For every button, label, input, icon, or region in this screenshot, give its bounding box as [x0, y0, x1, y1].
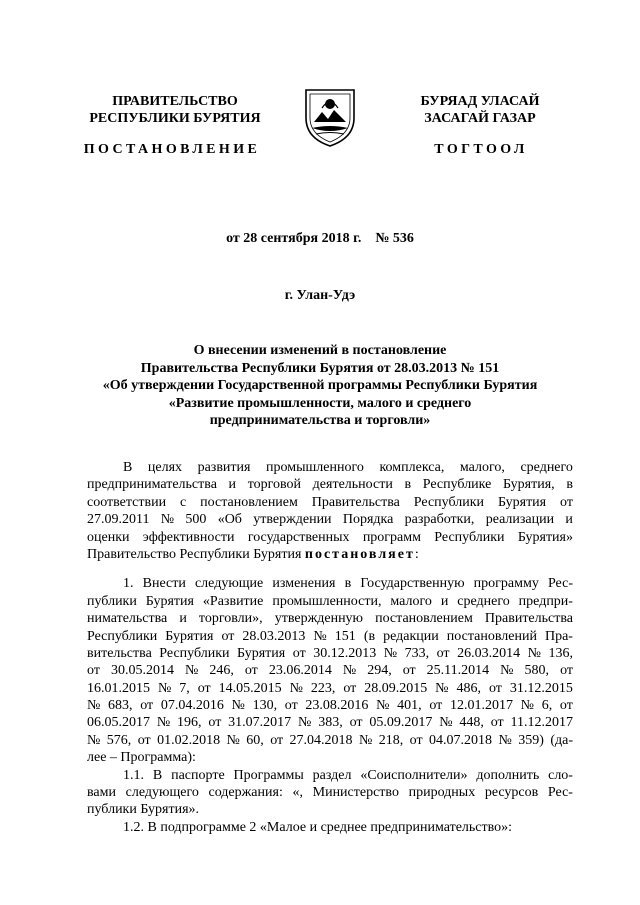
issuer-name-russian — [60, 93, 290, 127]
body-line: В целях развития промышленного комплекса, малого, среднего — [123, 460, 573, 475]
body-line: от 30.05.2014 № 246, от 23.06.2014 № 294, от 25.11.2014 № 580, от — [87, 663, 573, 679]
title-line: предпринимательства и торговли» — [209, 413, 431, 428]
body-line-last: лее – Программа): — [87, 750, 196, 766]
issuer-buryat-line-1: БУРЯАД УЛАСАЙ — [420, 94, 540, 109]
title-line: «Об утверждении Государственной программы Республики Бурятия — [102, 378, 538, 393]
item-1-paragraph — [87, 575, 573, 766]
title-line: «Развитие промышленности, малого и среднего — [168, 395, 472, 411]
body-line: публики Бурятия «Развитие промышленности, малого и среднего предпри- — [87, 593, 573, 609]
issuer-name-buryat — [385, 93, 575, 127]
decree-body — [87, 459, 573, 836]
decree-title — [40, 342, 600, 430]
item-1-2-paragraph — [87, 819, 573, 836]
body-line: вами следующего содержания: «, Министерство природных ресурсов Рес- — [87, 785, 573, 801]
decree-city: г. Улан-Удэ — [284, 288, 356, 303]
document-type-russian: ПОСТАНОВЛЕНИЕ — [83, 142, 261, 157]
decree-word: постановляет — [304, 546, 415, 562]
preamble-paragraph — [87, 459, 573, 563]
body-line: оценки эффективности государственных программ Республики Бурятия» — [87, 529, 573, 545]
body-line: Республики Бурятия от 28.03.2013 № 151 (в редакции постановлений Пра- — [87, 628, 573, 644]
body-line: 16.01.2015 № 7, от 14.05.2015 № 223, от 28.09.2015 № 486, от 31.12.2015 — [87, 680, 573, 696]
document-type-buryat: ТОГТООЛ — [434, 142, 528, 157]
body-line: 27.09.2011 № 500 «Об утверждении Порядка разработки, реализации и — [87, 512, 573, 528]
preamble-last-text: Правительство Республики Бурятия — [87, 546, 305, 562]
body-line: вительства Республики Бурятия от 30.12.2013 № 733, от 26.03.2014 № 136, — [87, 645, 573, 661]
coat-of-arms-icon — [302, 84, 358, 148]
preamble-colon: : — [414, 546, 419, 562]
body-line-last: публики Бурятия». — [87, 802, 200, 818]
body-line-last: 1.2. В подпрограмме 2 «Малое и среднее предпринимательство»: — [123, 819, 513, 835]
body-line: 1. Внести следующие изменения в Государственную программу Рес- — [123, 576, 573, 592]
issuer-line-2: РЕСПУБЛИКИ БУРЯТИЯ — [89, 111, 261, 126]
body-line: нимательства и торговли», утвержденную постановлением Правительства — [87, 611, 573, 627]
body-line: предпринимательства и торговой деятельности в Республике Бурятия, в — [87, 477, 573, 493]
body-line: соответствии с постановлением Правительства Республики Бурятия от — [87, 494, 573, 510]
body-line-last — [87, 546, 573, 563]
item-1-1-paragraph — [87, 767, 573, 819]
title-line: О внесении изменений в постановление — [193, 343, 447, 358]
body-line: № 576, от 01.02.2018 № 60, от 27.04.2018 № 218, от 04.07.2018 № 359) (да- — [87, 732, 573, 748]
decree-date: от 28 сентября 2018 г. — [226, 231, 362, 246]
issuer-line-1: ПРАВИТЕЛЬСТВО — [112, 94, 238, 109]
body-line: № 683, от 07.04.2016 № 130, от 23.08.2016 № 401, от 12.01.2017 № 6, от — [87, 698, 573, 714]
title-line: Правительства Республики Бурятия от 28.03.2013 № 151 — [140, 360, 500, 376]
body-line: 06.05.2017 № 196, от 31.07.2017 № 383, от 05.09.2017 № 448, от 11.12.2017 — [87, 715, 573, 731]
issuer-buryat-line-2: ЗАСАГАЙ ГАЗАР — [424, 111, 536, 126]
body-line: 1.1. В паспорте Программы раздел «Соисполнители» дополнить сло- — [123, 767, 573, 783]
decree-number: № 536 — [375, 231, 414, 246]
decree-date-line — [40, 231, 600, 247]
